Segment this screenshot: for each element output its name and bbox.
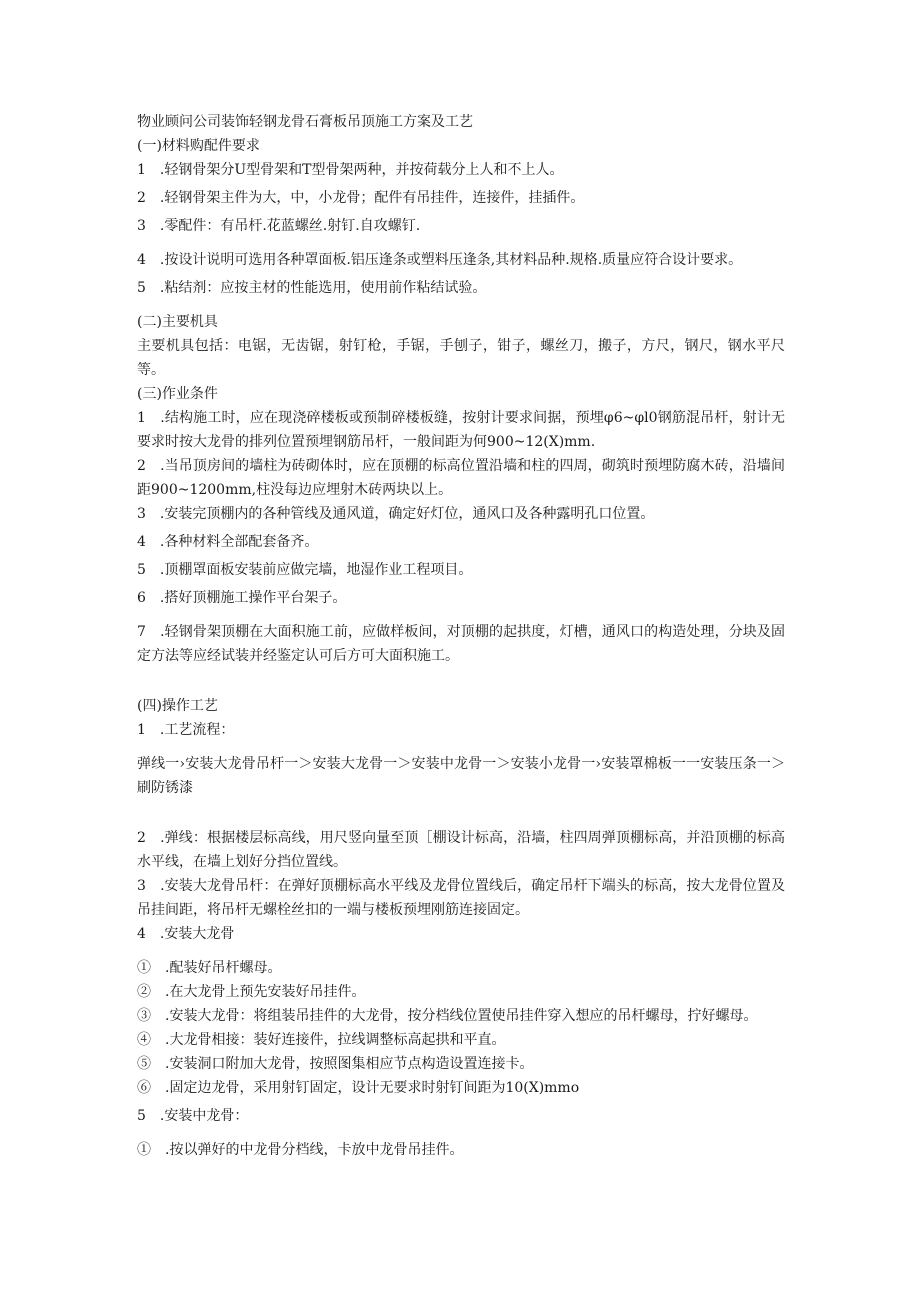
process-flow-label: 1 .工艺流程： bbox=[137, 722, 235, 738]
section-3-item-1: 1 .结构施工时，应在现浇碎楼板或预制碎楼板缝，按射计要求间据，预埋φ6~φl0钢筋混吊杆，射计无要求时按大龙骨的排列位置预埋钢筋吊杆，一般间距为何900~12(X)mm. bbox=[137, 410, 785, 450]
section-1-heading: (一)材料购配件要求 bbox=[137, 138, 260, 154]
document-title: 物业顾问公司装饰轻钢龙骨石膏板吊顶施工方案及工艺 bbox=[137, 114, 473, 130]
section-3-item-7: 7 .轻钢骨架顶棚在大面积施工前，应做样板间，对顶棚的起拱度，灯槽，通风口的构造处理，分块及固定方法等应经试装并经鉴定认可后方可大面积施工。 bbox=[137, 624, 785, 664]
main-keel-step-5: ⑤ .安装洞口附加大龙骨，按照图集相应节点构造设置连接卡。 bbox=[137, 1056, 534, 1072]
process-flow-text: 弹线一›安装大龙骨吊杆一＞安装大龙骨一＞安装中龙骨一＞安装小龙骨一›安装罩棉板一一安装压条一＞刷防锈漆 bbox=[137, 756, 785, 796]
section-3-item-5: 5 .顶棚罩面板安装前应做完墙，地湿作业工程项目。 bbox=[137, 562, 473, 578]
install-main-keel-heading: 4 .安装大龙骨 bbox=[137, 926, 235, 942]
section-3-item-3: 3 .安装完顶棚内的各种管线及通风道，确定好灯位，通风口及各种露明孔口位置。 bbox=[137, 506, 655, 522]
section-3-heading: (三)作业条件 bbox=[137, 386, 218, 402]
section-4-heading: (四)操作工艺 bbox=[137, 698, 218, 714]
section-1-item-5: 5 .粘结剂：应按主材的性能选用，使用前作粘结试验。 bbox=[137, 280, 487, 296]
section-2-heading: (二)主要机具 bbox=[137, 314, 218, 330]
section-3-item-6: 6 .搭好顶棚施工操作平台架子。 bbox=[137, 590, 347, 606]
section-2-text: 主要机具包括：电锯，无齿锯，射钉枪，手锯，手刨子，钳子，螺丝刀，搬子，方尺，钢尺，钢水平尺等。 bbox=[137, 338, 785, 378]
install-middle-keel-heading: 5 .安装中龙骨： bbox=[137, 1108, 249, 1124]
middle-keel-step-1: ① .按以弹好的中龙骨分档线，卡放中龙骨吊挂件。 bbox=[137, 1142, 464, 1158]
main-keel-step-1: ① .配装好吊杆螺母。 bbox=[137, 960, 282, 976]
section-4-item-3: 3 .安装大龙骨吊杆：在弹好顶棚标高水平线及龙骨位置线后，确定吊杆下端头的标高，按大龙骨位置及吊挂间距，将吊杆无螺栓丝扣的一端与楼板预埋刚筋连接固定。 bbox=[137, 878, 785, 918]
section-1-item-4: 4 .按设计说明可选用各种罩面板.铝压逢条或塑料压逢条,其材料品种.规格.质量应符合设计要求。 bbox=[137, 252, 743, 268]
document-page bbox=[137, 110, 785, 1162]
section-1-item-2: 2 .轻钢骨架主件为大，中，小龙骨；配件有吊挂件，连接件，挂插件。 bbox=[137, 190, 585, 206]
main-keel-step-3: ③ .安装大龙骨：将组装吊挂件的大龙骨，按分档线位置使吊挂件穿入想应的吊杆螺母，拧好螺母。 bbox=[137, 1008, 758, 1024]
section-1-item-1: 1 .轻钢骨架分U型骨架和T型骨架两种，并按荷载分上人和不上人。 bbox=[137, 162, 564, 178]
section-3-item-4: 4 .各种材料全部配套备齐。 bbox=[137, 534, 319, 550]
section-4-item-2: 2 .弹线：根据楼层标高线，用尺竖向量至顶［棚设计标高，沿墙，柱四周弹顶棚标高，并沿顶棚的标高水平线，在墙上划好分挡位置线。 bbox=[137, 830, 785, 870]
section-3-item-2: 2 .当吊顶房间的墙柱为砖砌体时，应在顶棚的标高位置沿墙和柱的四周，砌筑时预埋防腐木砖，沿墙间距900~1200mm,柱没每边应埋射木砖两块以上。 bbox=[137, 458, 785, 498]
main-keel-step-2: ② .在大龙骨上预先安装好吊挂件。 bbox=[137, 984, 366, 1000]
main-keel-step-6: ⑥ .固定边龙骨，采用射钉固定，设计无要求时射钉间距为10(X)mmo bbox=[137, 1080, 580, 1096]
section-1-item-3: 3 .零配件：有吊杆.花蓝螺丝.射钉.自攻螺钉. bbox=[137, 218, 421, 234]
main-keel-step-4: ④ .大龙骨相接：装好连接件，拉线调整标高起拱和平直。 bbox=[137, 1032, 506, 1048]
